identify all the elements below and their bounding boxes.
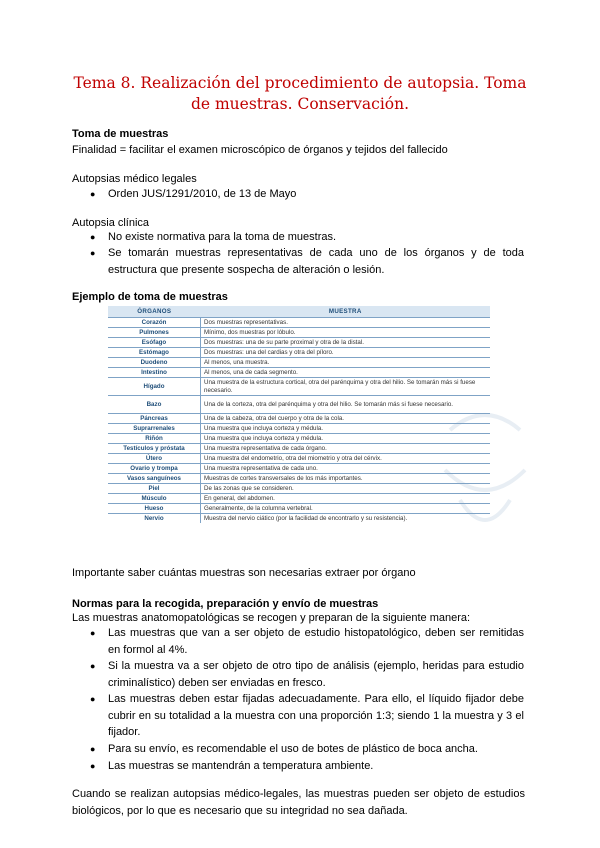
organo-cell: Músculo bbox=[108, 494, 201, 504]
organo-cell: Vasos sanguíneos bbox=[108, 474, 201, 484]
legales-heading: Autopsias médico legales bbox=[72, 173, 197, 185]
bullet-icon: ● bbox=[90, 628, 96, 638]
organo-cell: Útero bbox=[108, 454, 201, 464]
normas-item: Las muestras deben estar fijadas adecuadamente. Para ello, el líquido fijador debe cubrir en su totalidad a la muestra con una proporción 1:3; siendo 1 la muestra y 3 el fijador. bbox=[108, 693, 524, 738]
toma-finalidad: Finalidad = facilitar el examen microscópico de órganos y tejidos del fallecido bbox=[72, 144, 448, 156]
bullet-icon: ● bbox=[90, 694, 96, 704]
table-row bbox=[108, 396, 490, 414]
normas-item: Si la muestra va a ser objeto de otro tipo de análisis (ejemplo, heridas para estudio criminalístico) deben ser enviadas en fresco. bbox=[108, 660, 524, 689]
table-row bbox=[108, 434, 490, 444]
organo-cell: Corazón bbox=[108, 318, 201, 328]
table-header-row bbox=[108, 306, 490, 318]
table-row bbox=[108, 368, 490, 378]
muestra-cell: Una de la cabeza, otra del cuerpo y otra de la cola. bbox=[201, 414, 491, 424]
ejemplo-heading: Ejemplo de toma de muestras bbox=[72, 291, 228, 303]
toma-heading: Toma de muestras bbox=[72, 128, 169, 140]
muestra-cell: Generalmente, de la columna vertebral. bbox=[201, 504, 491, 514]
closing-paragraph: Cuando se realizan autopsias médico-legales, las muestras pueden ser objeto de estudios biológicos, por lo que es necesario que su integridad no sea dañada. bbox=[72, 788, 525, 817]
muestra-cell: De las zonas que se consideren. bbox=[201, 484, 491, 494]
organo-cell: Estómago bbox=[108, 348, 201, 358]
organo-cell: Páncreas bbox=[108, 414, 201, 424]
muestra-cell: Dos muestras: una del cardias y otra del píloro. bbox=[201, 348, 491, 358]
organo-cell: Riñón bbox=[108, 434, 201, 444]
muestra-cell: Muestras de cortes transversales de los más importantes. bbox=[201, 474, 491, 484]
muestra-cell: Una de la corteza, otra del parénquima y otra del hilio. Se tomarán más si fuese necesario. bbox=[201, 396, 491, 414]
col-organos-header: ÓRGANOS bbox=[108, 306, 201, 318]
organo-cell: Suprarrenales bbox=[108, 424, 201, 434]
organo-cell: Pulmones bbox=[108, 328, 201, 338]
col-muestra-header: MUESTRA bbox=[201, 306, 491, 318]
organo-cell: Nervio bbox=[108, 514, 201, 524]
normas-intro: Las muestras anatomopatológicas se recogen y preparan de la siguiente manera: bbox=[72, 612, 471, 624]
normas-item: Las muestras se mantendrán a temperatura ambiente. bbox=[108, 760, 374, 772]
muestra-cell: Una muestra del endometrio, otra del miometrio y otra del cérvix. bbox=[201, 454, 491, 464]
organo-cell: Bazo bbox=[108, 396, 201, 414]
muestra-cell: Una muestra que incluya corteza y médula. bbox=[201, 424, 491, 434]
organo-cell: Esófago bbox=[108, 338, 201, 348]
organo-cell: Testículos y próstata bbox=[108, 444, 201, 454]
organo-cell: Intestino bbox=[108, 368, 201, 378]
muestra-cell: Una muestra representativa de cada uno. bbox=[201, 464, 491, 474]
bullet-icon: ● bbox=[90, 248, 96, 258]
muestra-cell: En general, del abdomen. bbox=[201, 494, 491, 504]
table-row bbox=[108, 454, 490, 464]
muestra-cell: Una muestra representativa de cada órgano. bbox=[201, 444, 491, 454]
muestras-table bbox=[108, 306, 490, 523]
organo-cell: Hueso bbox=[108, 504, 201, 514]
muestra-cell: Al menos, una muestra. bbox=[201, 358, 491, 368]
bullet-icon: ● bbox=[90, 761, 96, 771]
clinica-heading: Autopsia clínica bbox=[72, 217, 150, 229]
clinica-item: Se tomarán muestras representativas de cada uno de los órganos y de toda estructura que presente sospecha de alteración o lesión. bbox=[108, 247, 524, 276]
muestra-cell: Al menos, una de cada segmento. bbox=[201, 368, 491, 378]
muestra-cell: Una muestra que incluya corteza y médula. bbox=[201, 434, 491, 444]
table-row bbox=[108, 514, 490, 524]
table-row bbox=[108, 464, 490, 474]
bullet-icon: ● bbox=[90, 232, 96, 242]
muestra-cell: Mínimo, dos muestras por lóbulo. bbox=[201, 328, 491, 338]
ejemplo-note: Importante saber cuántas muestras son necesarias extraer por órgano bbox=[72, 567, 416, 579]
muestra-cell: Una muestra de la estructura cortical, otra del parénquima y otra del hilio. Se tomarán más si fuese necesario. bbox=[201, 378, 491, 396]
table-row bbox=[108, 378, 490, 396]
organo-cell: Duodeno bbox=[108, 358, 201, 368]
table-row bbox=[108, 328, 490, 338]
legales-item: Orden JUS/1291/2010, de 13 de Mayo bbox=[108, 188, 297, 200]
organo-cell: Piel bbox=[108, 484, 201, 494]
muestra-cell: Dos muestras: una de su parte proximal y otra de la distal. bbox=[201, 338, 491, 348]
bullet-icon: ● bbox=[90, 661, 96, 671]
normas-item: Para su envío, es recomendable el uso de botes de plástico de boca ancha. bbox=[108, 743, 478, 755]
bullet-icon: ● bbox=[90, 744, 96, 754]
table-row bbox=[108, 338, 490, 348]
muestra-cell: Muestra del nervio ciático (por la facilidad de encontrarlo y su resistencia). bbox=[201, 514, 491, 524]
table-row bbox=[108, 318, 490, 328]
table-row bbox=[108, 348, 490, 358]
table-row bbox=[108, 414, 490, 424]
table-row bbox=[108, 494, 490, 504]
table-row bbox=[108, 444, 490, 454]
table-row bbox=[108, 358, 490, 368]
table-row bbox=[108, 504, 490, 514]
table-row bbox=[108, 424, 490, 434]
muestra-cell: Dos muestras representativas. bbox=[201, 318, 491, 328]
normas-heading: Normas para la recogida, preparación y envío de muestras bbox=[72, 598, 379, 610]
table-row bbox=[108, 474, 490, 484]
table-row bbox=[108, 484, 490, 494]
bullet-icon: ● bbox=[90, 189, 96, 199]
page-title: Tema 8. Realización del procedimiento de autopsia. Toma de muestras. Conservación. bbox=[73, 74, 527, 113]
organo-cell: Ovario y trompa bbox=[108, 464, 201, 474]
organo-cell: Hígado bbox=[108, 378, 201, 396]
clinica-item: No existe normativa para la toma de muestras. bbox=[108, 231, 337, 243]
normas-item: Las muestras que van a ser objeto de estudio histopatológico, deben ser remitidas en formol al 4%. bbox=[108, 627, 524, 656]
